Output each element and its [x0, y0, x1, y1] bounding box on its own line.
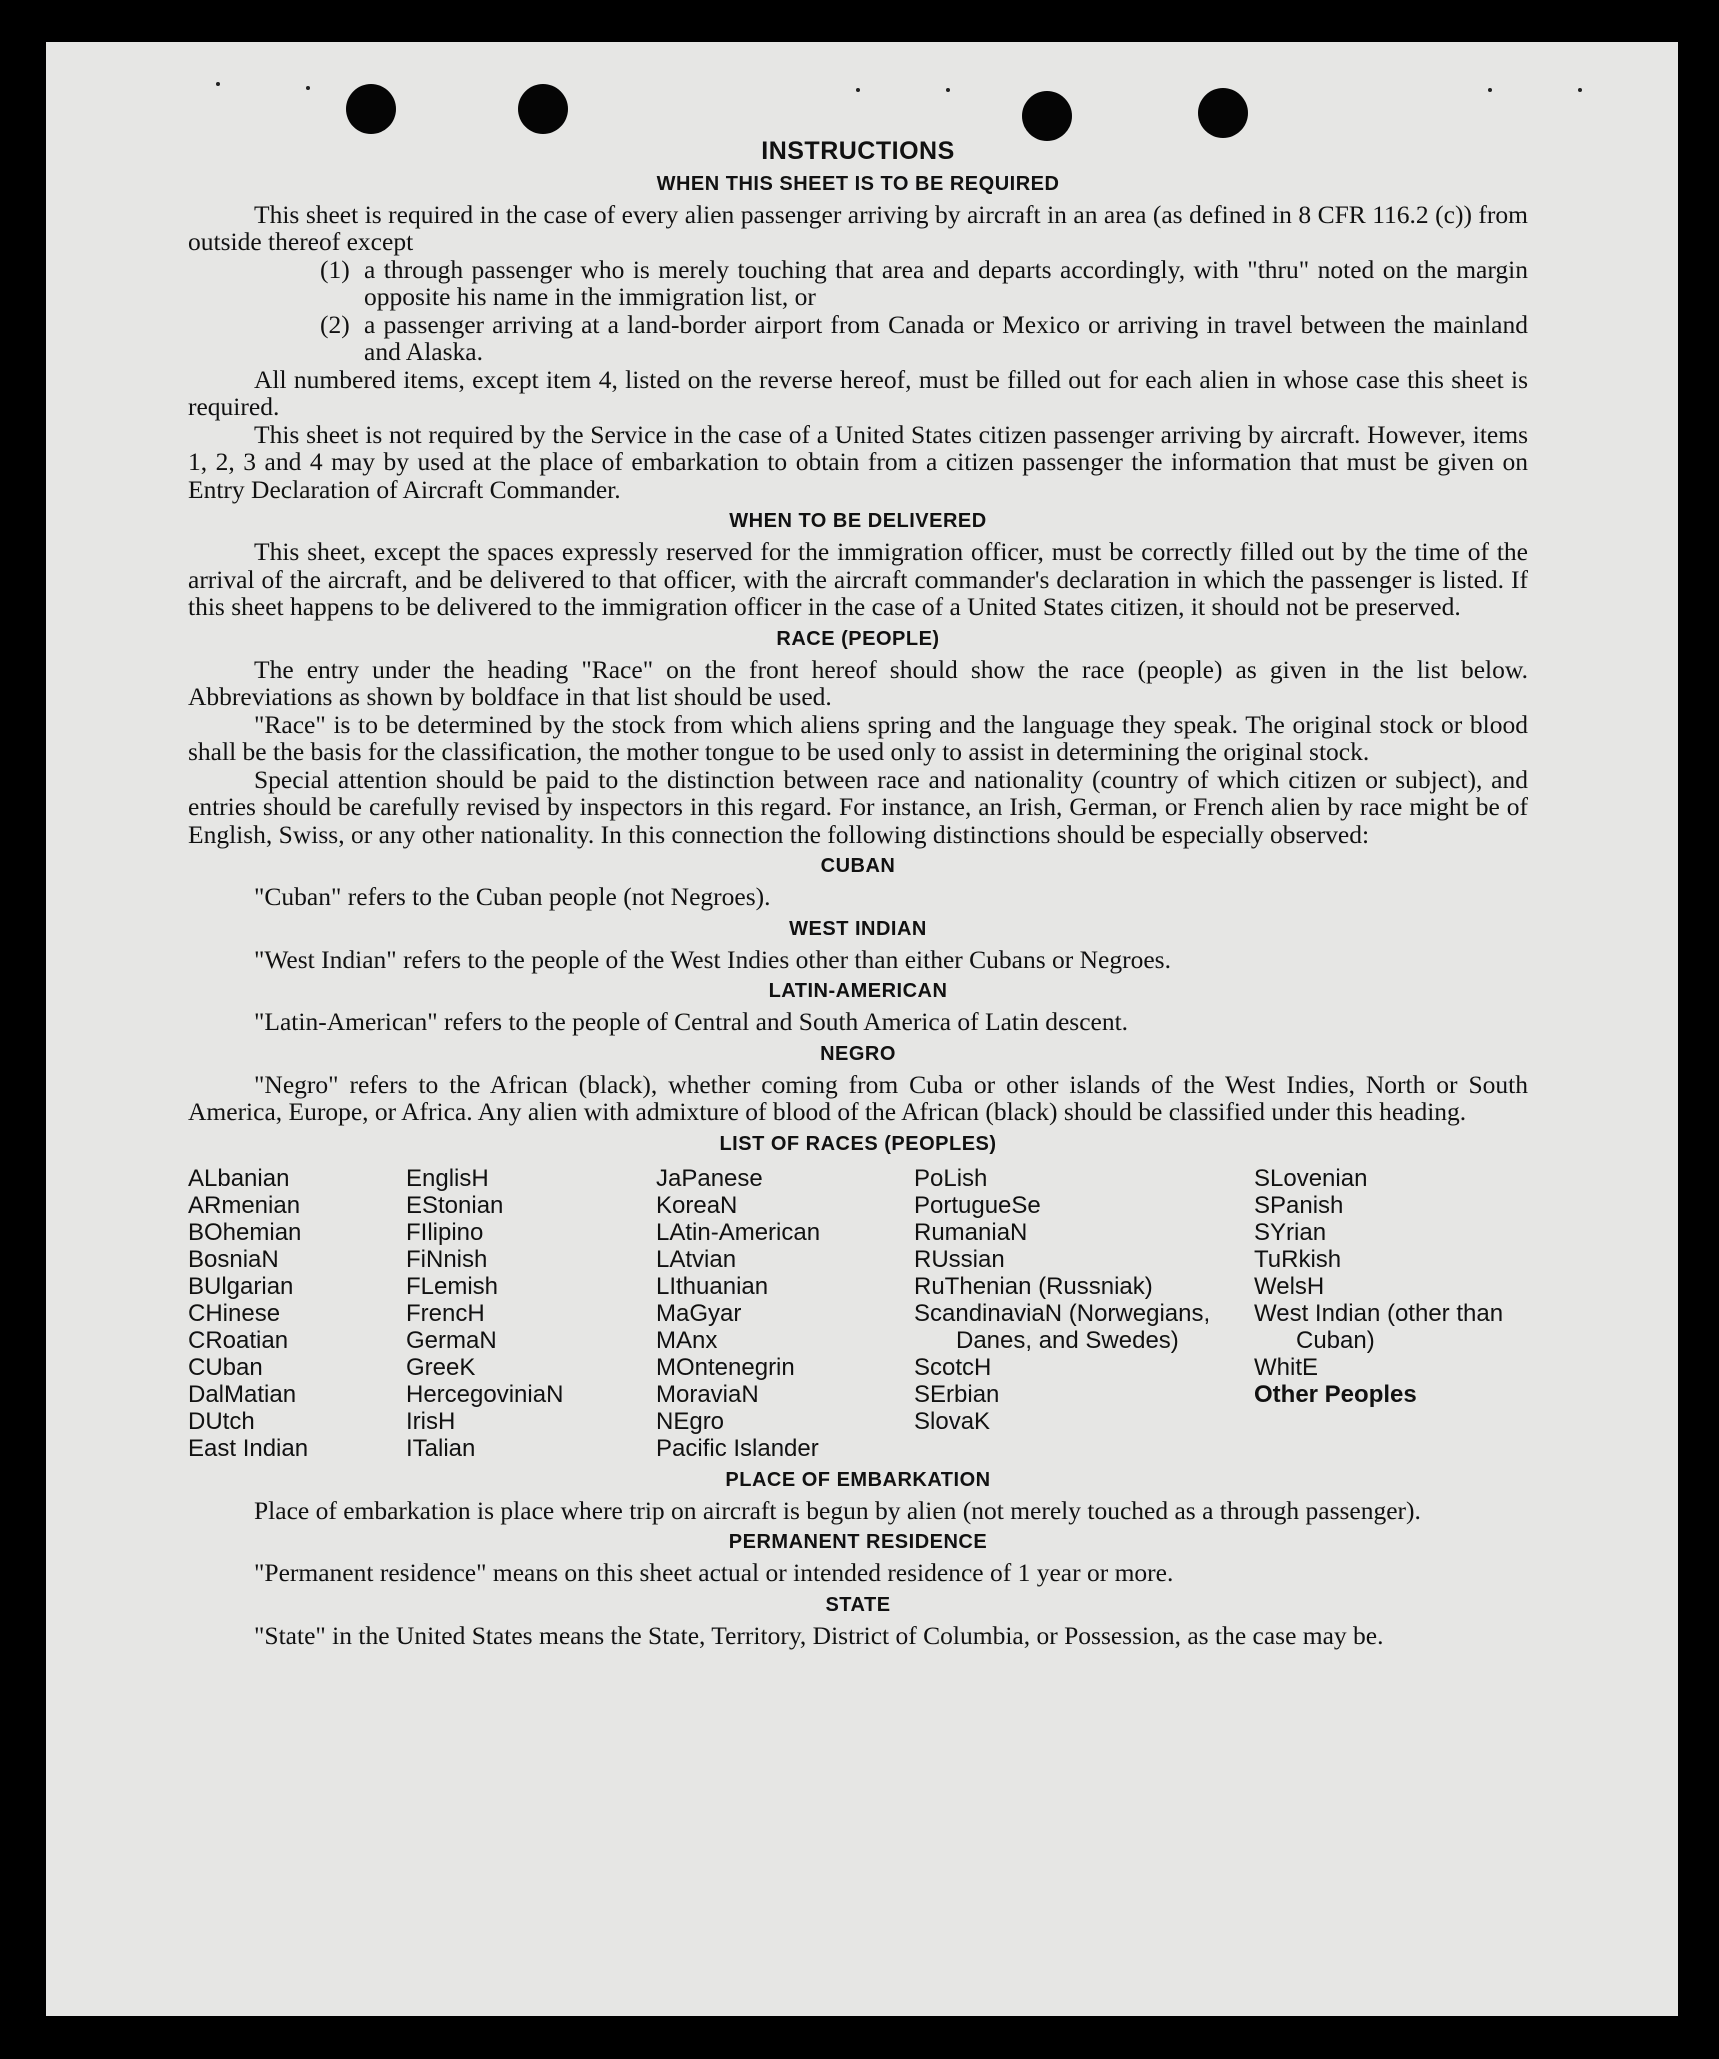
race-entry: ScotcH — [914, 1353, 992, 1381]
race-entry: ARmenian — [188, 1191, 301, 1219]
race-entry: TuRkish — [1254, 1245, 1342, 1273]
race-entry: RumaniaN — [914, 1218, 1028, 1246]
race-entry: KoreaN — [656, 1191, 738, 1219]
paragraph-permanent-residence: "Permanent residence" means on this sheet actual or intended residence of 1 year or more. — [254, 1558, 1174, 1587]
race-entry: GreeK — [406, 1353, 476, 1381]
race-entry: LAtin-American — [656, 1218, 821, 1246]
speck — [946, 88, 950, 92]
section-heading-cuban: CUBAN — [820, 855, 896, 877]
race-entry: DalMatian — [188, 1380, 297, 1408]
race-entry: NEgro — [656, 1407, 725, 1435]
section-heading-latin-american: LATIN-AMERICAN — [768, 980, 948, 1002]
instructions-body — [188, 138, 1528, 1649]
paragraph-when-required-intro: This sheet is required in the case of every alien passenger arriving by aircraft in an area (as defined in 8 CFR 116.2 (c)) from outside thereof except — [188, 199, 1528, 256]
race-column — [656, 1165, 914, 1462]
race-entry: BOhemian — [188, 1218, 302, 1246]
race-entry: SPanish — [1254, 1191, 1344, 1219]
section-heading-negro: NEGRO — [820, 1042, 896, 1065]
section-heading-permanent-residence: PERMANENT RESIDENCE — [728, 1531, 988, 1553]
race-entry: BosniaN — [188, 1245, 279, 1273]
race-entry: Other Peoples — [1254, 1380, 1417, 1408]
race-entry: CUban — [188, 1353, 263, 1381]
speck — [306, 86, 310, 90]
punch-hole — [1198, 88, 1248, 138]
section-heading-when-delivered: WHEN TO BE DELIVERED — [729, 510, 987, 532]
punch-hole — [518, 84, 568, 134]
race-entry: PoLish — [914, 1164, 988, 1192]
page-title: INSTRUCTIONS — [761, 137, 955, 165]
race-column — [188, 1165, 406, 1462]
paragraph-negro: "Negro" refers to the African (black), whether coming from Cuba or other islands of the West Indies, North or South America, Europe, or Africa. Any alien with admixture of blood of the African (black) should be classified under this heading. — [188, 1069, 1528, 1126]
race-entry: MaGyar — [656, 1299, 742, 1327]
race-entry: BUlgarian — [188, 1272, 294, 1300]
paragraph-state: "State" in the United States means the State, Territory, District of Columbia, or Possession, as the case may be. — [254, 1620, 1384, 1650]
race-entry: IrisH — [406, 1407, 456, 1435]
race-entry: ScandinaviaN (Norwegians, Danes, and Swedes) — [914, 1299, 1211, 1354]
race-entry: East Indian — [188, 1434, 309, 1462]
paragraph-race-stock: "Race" is to be determined by the stock from which aliens spring and the language they speak. The original stock or blood shall be the basis for the classification, the mother tongue to be used only to assist in determining the original stock. — [188, 709, 1528, 766]
race-entry: WhitE — [1254, 1353, 1319, 1381]
speck — [856, 88, 860, 92]
section-heading-place-of-embarkation: PLACE OF EMBARKATION — [725, 1468, 991, 1491]
section-heading-list-of-races: LIST OF RACES (PEOPLES) — [719, 1132, 997, 1155]
race-entry: LAtvian — [656, 1245, 737, 1273]
race-entry: CRoatian — [188, 1326, 289, 1354]
race-entry: GermaN — [406, 1326, 497, 1354]
speck — [216, 82, 220, 86]
race-entry: FiNnish — [406, 1245, 488, 1273]
race-entry: RuThenian (Russniak) — [914, 1272, 1153, 1300]
punch-hole — [1022, 91, 1072, 141]
paragraph-place-of-embarkation: Place of embarkation is place where trip on aircraft is begun by alien (not merely touched as a through passenger). — [254, 1495, 1421, 1525]
section-heading-race: RACE (PEOPLE) — [776, 627, 940, 650]
race-entry: ALbanian — [188, 1164, 290, 1192]
exception-number: (2) — [320, 309, 350, 339]
paragraph-latin-american: "Latin-American" refers to the people of Central and South America of Latin descent. — [254, 1007, 1129, 1036]
race-entry: RUssian — [914, 1245, 1005, 1273]
exception-text: a through passenger who is merely touching that area and departs accordingly, with "thru" noted on the margin opposite his name in the immigration list, or — [364, 254, 1528, 311]
exception-item — [320, 311, 1528, 366]
document-sheet — [46, 42, 1678, 2016]
race-entry: PortugueSe — [914, 1191, 1041, 1219]
race-entry: CHinese — [188, 1299, 281, 1327]
paragraph-numbered-items: All numbered items, except item 4, listed on the reverse hereof, must be filled out for each alien in whose case this sheet is required. — [188, 364, 1528, 421]
race-entry: FIlipino — [406, 1218, 484, 1246]
paragraph-race-entry: The entry under the heading "Race" on the front hereof should show the race (people) as given in the list below. Abbreviations as shown by boldface in that list should be used. — [188, 654, 1528, 711]
race-entry: EStonian — [406, 1191, 504, 1219]
race-entry: MoraviaN — [656, 1380, 759, 1408]
race-column — [406, 1165, 656, 1462]
race-entry: LIthuanian — [656, 1272, 769, 1300]
race-list — [188, 1165, 1528, 1462]
paragraph-when-delivered: This sheet, except the spaces expressly reserved for the immigration officer, must be correctly filled out by the time of the arrival of the aircraft, and be delivered to that officer, with the aircraft commander's declaration in which the passenger is listed. If this sheet happens to be delivered to the immigration officer in the case of a United States citizen, it should not be preserved. — [188, 537, 1528, 621]
race-entry: MOntenegrin — [656, 1353, 795, 1381]
race-entry: SErbian — [914, 1380, 1000, 1408]
paragraph-citizen: This sheet is not required by the Service in the case of a United States citizen passenger arriving by aircraft. However, items 1, 2, 3 and 4 may by used at the place of embarkation to obtain from a citizen passenger the information that must be given on Entry Declaration of Aircraft Commander. — [188, 419, 1528, 504]
section-heading-when-required: WHEN THIS SHEET IS TO BE REQUIRED — [656, 172, 1060, 195]
race-entry: SYrian — [1254, 1218, 1327, 1246]
exception-text: a passenger arriving at a land-border airport from Canada or Mexico or arriving in travel between the mainland and Alaska. — [364, 309, 1528, 366]
race-entry: Pacific Islander — [656, 1434, 819, 1462]
paragraph-west-indian: "West Indian" refers to the people of the West Indies other than either Cubans or Negroes. — [254, 944, 1171, 974]
race-entry: FLemish — [406, 1272, 499, 1300]
race-entry: West Indian (other than Cuban) — [1254, 1299, 1504, 1354]
speck — [1488, 88, 1492, 92]
paragraph-race-nationality: Special attention should be paid to the distinction between race and nationality (country of which citizen or subject), and entries should be carefully revised by inspectors in this regard. For instance, an Irish, German, or French alien by race might be of English, Swiss, or any other nationality. In this connection the following distinctions should be especially observed: — [188, 764, 1528, 849]
race-column — [914, 1165, 1254, 1462]
exception-number: (1) — [320, 254, 350, 284]
race-column — [1254, 1165, 1528, 1462]
exception-item — [320, 256, 1528, 311]
race-entry: DUtch — [188, 1407, 255, 1435]
race-entry: JaPanese — [656, 1164, 763, 1192]
race-entry: ITalian — [406, 1434, 476, 1462]
race-entry: EnglisH — [406, 1164, 489, 1192]
section-heading-state: STATE — [825, 1593, 891, 1616]
section-heading-west-indian: WEST INDIAN — [789, 917, 927, 940]
race-entry: WelsH — [1254, 1272, 1325, 1300]
paragraph-cuban: "Cuban" refers to the Cuban people (not Negroes). — [254, 882, 771, 911]
race-entry: SlovaK — [914, 1407, 991, 1435]
race-entry: SLovenian — [1254, 1164, 1368, 1192]
speck — [1578, 88, 1582, 92]
race-entry: HercegoviniaN — [406, 1380, 564, 1408]
punch-hole — [346, 84, 396, 134]
race-entry: FrencH — [406, 1299, 485, 1327]
race-entry: MAnx — [656, 1326, 718, 1354]
